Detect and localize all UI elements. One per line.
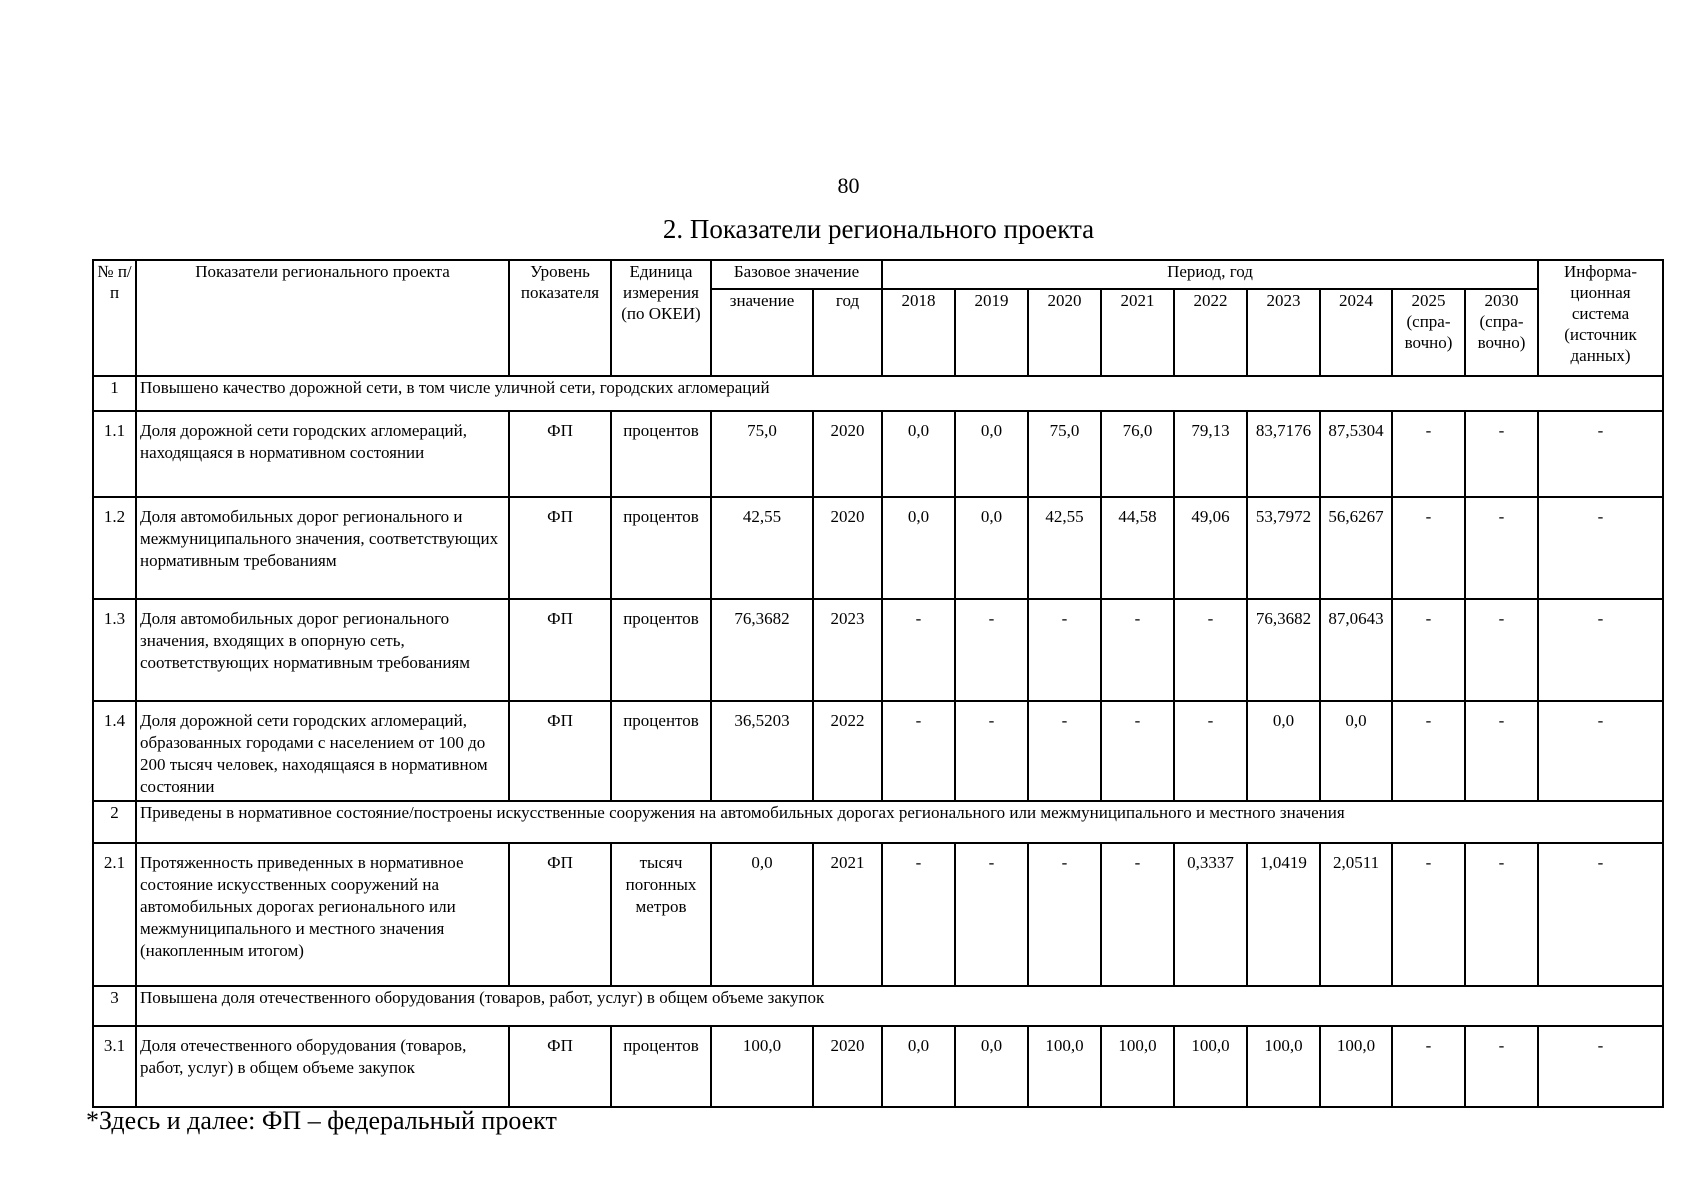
- row-level: ФП: [509, 843, 611, 986]
- row-unit: тысяч погонных метров: [611, 843, 711, 986]
- row-base-value: 75,0: [711, 411, 813, 497]
- header-year-2020: 2020: [1028, 289, 1101, 376]
- row-level: ФП: [509, 1026, 611, 1107]
- row-unit: процентов: [611, 599, 711, 701]
- row-value-2018: -: [882, 599, 955, 701]
- row-base-value: 42,55: [711, 497, 813, 599]
- row-value-2018: 0,0: [882, 497, 955, 599]
- row-value-2030: -: [1465, 599, 1538, 701]
- row-value-2022: 49,06: [1174, 497, 1247, 599]
- row-value-2024: 87,5304: [1320, 411, 1392, 497]
- row-unit: процентов: [611, 411, 711, 497]
- row-value-2025: -: [1392, 599, 1465, 701]
- table-row: [93, 411, 1663, 497]
- row-num: 1.4: [93, 701, 136, 801]
- row-level: ФП: [509, 497, 611, 599]
- row-info: -: [1538, 1026, 1663, 1107]
- row-value-2020: -: [1028, 599, 1101, 701]
- row-value-2024: 87,0643: [1320, 599, 1392, 701]
- row-value-2020: -: [1028, 701, 1101, 801]
- row-value-2030: -: [1465, 701, 1538, 801]
- row-base-year: 2021: [813, 843, 882, 986]
- row-num: 3.1: [93, 1026, 136, 1107]
- table-row: [93, 497, 1663, 599]
- indicators-table: [92, 259, 1664, 1108]
- row-info: -: [1538, 411, 1663, 497]
- header-year-2021: 2021: [1101, 289, 1174, 376]
- header-unit: Единица измерения (по ОКЕИ): [611, 260, 711, 376]
- row-base-value: 76,3682: [711, 599, 813, 701]
- header-year-2025: 2025 (спра-вочно): [1392, 289, 1465, 376]
- header-base: Базовое значение: [711, 260, 882, 289]
- row-value-2019: -: [955, 843, 1028, 986]
- row-num: 1.1: [93, 411, 136, 497]
- row-base-year: 2020: [813, 1026, 882, 1107]
- row-base-value: 0,0: [711, 843, 813, 986]
- row-info: -: [1538, 843, 1663, 986]
- row-value-2023: 0,0: [1247, 701, 1320, 801]
- row-unit: процентов: [611, 497, 711, 599]
- row-info: -: [1538, 497, 1663, 599]
- row-value-2021: 100,0: [1101, 1026, 1174, 1107]
- row-value-2022: 0,3337: [1174, 843, 1247, 986]
- row-value-2030: -: [1465, 1026, 1538, 1107]
- row-value-2030: -: [1465, 497, 1538, 599]
- section-row: [93, 376, 1663, 411]
- row-value-2025: -: [1392, 701, 1465, 801]
- row-value-2030: -: [1465, 843, 1538, 986]
- row-name: Доля автомобильных дорог регионального значения, входящих в опорную сеть, соответствующих нормативным требованиям: [136, 599, 509, 701]
- row-base-year: 2020: [813, 497, 882, 599]
- row-value-2021: -: [1101, 599, 1174, 701]
- header-period: Период, год: [882, 260, 1538, 289]
- page-number: 80: [837, 173, 860, 198]
- row-value-2019: -: [955, 599, 1028, 701]
- row-value-2025: -: [1392, 497, 1465, 599]
- row-num: 2.1: [93, 843, 136, 986]
- row-name: Доля дорожной сети городских агломераций, образованных городами с населением от 100 до 200 тысяч человек, находящаяся в нормативном состоянии: [136, 701, 509, 801]
- row-value-2020: 42,55: [1028, 497, 1101, 599]
- table-row: [93, 1026, 1663, 1107]
- row-name: Доля отечественного оборудования (товаров, работ, услуг) в общем объеме закупок: [136, 1026, 509, 1107]
- row-unit: процентов: [611, 701, 711, 801]
- table-row: [93, 701, 1663, 801]
- row-value-2020: 100,0: [1028, 1026, 1101, 1107]
- row-value-2024: 0,0: [1320, 701, 1392, 801]
- row-value-2023: 53,7972: [1247, 497, 1320, 599]
- row-value-2021: 76,0: [1101, 411, 1174, 497]
- row-value-2025: -: [1392, 843, 1465, 986]
- row-name: Протяженность приведенных в нормативное состояние искусственных сооружений на автомобильных дорогах регионального или межмуниципального и местного значения (накопленным итогом): [136, 843, 509, 986]
- row-info: -: [1538, 701, 1663, 801]
- header-year-2019: 2019: [955, 289, 1028, 376]
- row-value-2020: 75,0: [1028, 411, 1101, 497]
- row-level: ФП: [509, 411, 611, 497]
- row-value-2023: 83,7176: [1247, 411, 1320, 497]
- header-year-2024: 2024: [1320, 289, 1392, 376]
- row-value-2019: 0,0: [955, 1026, 1028, 1107]
- row-value-2024: 100,0: [1320, 1026, 1392, 1107]
- document-title: 2. Показатели регионального проекта: [662, 214, 1095, 244]
- row-value-2022: -: [1174, 599, 1247, 701]
- row-value-2019: -: [955, 701, 1028, 801]
- header-indicator: Показатели регионального проекта: [136, 260, 509, 376]
- section-num: 3: [93, 986, 136, 1026]
- header-level: Уровень показателя: [509, 260, 611, 376]
- section-num: 1: [93, 376, 136, 411]
- row-value-2018: 0,0: [882, 1026, 955, 1107]
- section-row: [93, 801, 1663, 843]
- row-value-2025: -: [1392, 1026, 1465, 1107]
- section-num: 2: [93, 801, 136, 843]
- row-value-2023: 100,0: [1247, 1026, 1320, 1107]
- row-value-2022: -: [1174, 701, 1247, 801]
- row-value-2019: 0,0: [955, 411, 1028, 497]
- row-value-2022: 100,0: [1174, 1026, 1247, 1107]
- row-value-2022: 79,13: [1174, 411, 1247, 497]
- header-info: Информа-ционная система (источник данных): [1538, 260, 1663, 376]
- row-base-year: 2023: [813, 599, 882, 701]
- row-base-year: 2022: [813, 701, 882, 801]
- row-value-2018: -: [882, 843, 955, 986]
- row-base-value: 36,5203: [711, 701, 813, 801]
- row-value-2021: -: [1101, 701, 1174, 801]
- row-value-2021: -: [1101, 843, 1174, 986]
- section-title: Повышена доля отечественного оборудования (товаров, работ, услуг) в общем объеме закупок: [136, 986, 1663, 1026]
- row-value-2020: -: [1028, 843, 1101, 986]
- row-level: ФП: [509, 701, 611, 801]
- header-year-2018: 2018: [882, 289, 955, 376]
- row-name: Доля дорожной сети городских агломераций, находящаяся в нормативном состоянии: [136, 411, 509, 497]
- row-base-value: 100,0: [711, 1026, 813, 1107]
- row-value-2018: -: [882, 701, 955, 801]
- row-name: Доля автомобильных дорог регионального и межмуниципального значения, соответствующих нормативным требованиям: [136, 497, 509, 599]
- row-info: -: [1538, 599, 1663, 701]
- row-base-year: 2020: [813, 411, 882, 497]
- row-num: 1.2: [93, 497, 136, 599]
- row-value-2021: 44,58: [1101, 497, 1174, 599]
- row-num: 1.3: [93, 599, 136, 701]
- row-value-2019: 0,0: [955, 497, 1028, 599]
- row-value-2025: -: [1392, 411, 1465, 497]
- header-year-2023: 2023: [1247, 289, 1320, 376]
- header-base-value: значение: [711, 289, 813, 376]
- table-row: [93, 599, 1663, 701]
- section-title: Приведены в нормативное состояние/построены искусственные сооружения на автомобильных дорогах регионального или межмуниципального и местного значения: [136, 801, 1663, 843]
- footnote: *Здесь и далее: ФП – федеральный проект: [86, 1106, 557, 1135]
- row-unit: процентов: [611, 1026, 711, 1107]
- row-level: ФП: [509, 599, 611, 701]
- table-row: [93, 843, 1663, 986]
- header-num: № п/п: [93, 260, 136, 376]
- row-value-2018: 0,0: [882, 411, 955, 497]
- row-value-2023: 76,3682: [1247, 599, 1320, 701]
- section-title: Повышено качество дорожной сети, в том числе уличной сети, городских агломераций: [136, 376, 1663, 411]
- header-year-2030: 2030 (спра-вочно): [1465, 289, 1538, 376]
- header-base-year: год: [813, 289, 882, 376]
- row-value-2030: -: [1465, 411, 1538, 497]
- section-row: [93, 986, 1663, 1026]
- row-value-2024: 2,0511: [1320, 843, 1392, 986]
- row-value-2023: 1,0419: [1247, 843, 1320, 986]
- row-value-2024: 56,6267: [1320, 497, 1392, 599]
- header-year-2022: 2022: [1174, 289, 1247, 376]
